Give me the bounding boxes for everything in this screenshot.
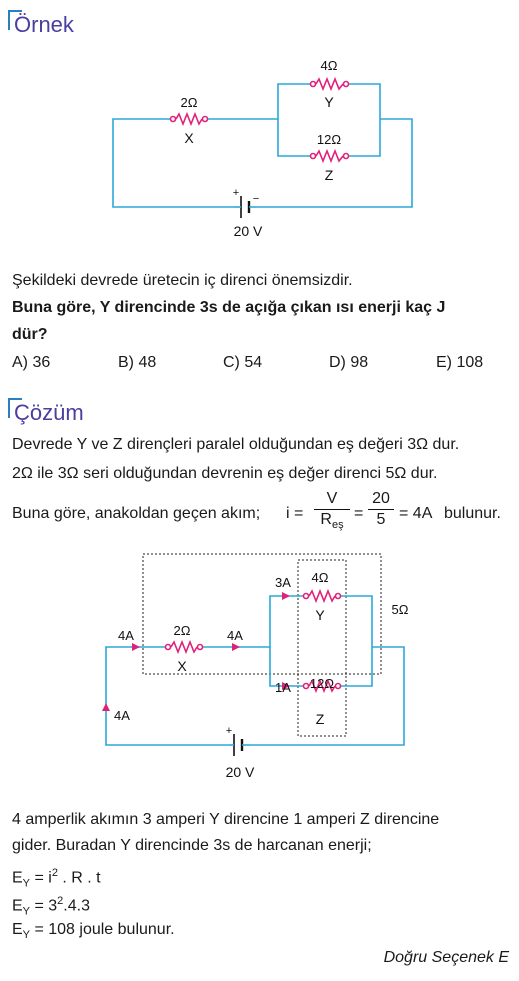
r-x-name: X	[184, 130, 194, 146]
option-b[interactable]: B) 48	[118, 354, 157, 371]
battery-icon	[230, 734, 249, 756]
solution-line-2: 2Ω ile 3Ω seri olduğundan devrenin eş değer direnci 5Ω dur.	[12, 465, 438, 482]
example-statement: Şekildeki devrede üretecin iç direnci önemsizdir.	[12, 272, 353, 289]
formula-result: = 4A	[399, 505, 433, 522]
option-c[interactable]: C) 54	[223, 354, 263, 371]
formula-prefix: Buna göre, anakoldan geçen akım;	[12, 505, 261, 522]
r-z-name: Z	[315, 711, 325, 727]
r-y-name: Y	[324, 94, 334, 110]
r-x-name: X	[177, 658, 187, 674]
r-z-name: Z	[324, 167, 334, 183]
option-e[interactable]: E) 108	[436, 354, 484, 371]
resistor-x-icon	[166, 642, 203, 652]
resistor-y-icon	[311, 79, 349, 89]
r-x-value: 2Ω	[173, 623, 191, 638]
r-y-name: Y	[315, 607, 325, 623]
current-z: 1A	[275, 680, 291, 695]
equivalent-resistance: 5Ω	[391, 602, 409, 617]
solution-circuit-diagram	[0, 548, 519, 788]
resistor-x-icon	[171, 114, 208, 124]
example-circuit-diagram	[0, 50, 519, 245]
question-line-2: dür?	[12, 326, 48, 343]
energy-equation-2: $E_Y = 3^2.4.3$	[12, 895, 90, 918]
battery-voltage: 20 V	[225, 764, 255, 780]
energy-equation-3: $E_Y = 108$ joule bulunur.	[12, 921, 175, 942]
resistor-z-icon	[311, 151, 349, 161]
solution-heading: Çözüm	[14, 400, 84, 425]
fraction-v-over-r: V $R_{eş}$	[314, 490, 350, 531]
formula-eq: =	[354, 505, 364, 522]
battery-plus: +	[232, 187, 240, 199]
explanation-line-1: 4 amperlik akımın 3 amperi Y direncine 1 amperi Z direncine	[12, 811, 440, 828]
formula-i: i =	[286, 505, 304, 522]
battery-plus: +	[225, 725, 233, 737]
option-a[interactable]: A) 36	[12, 354, 51, 371]
current-after-x: 4A	[227, 628, 243, 643]
r-y-value: 4Ω	[311, 570, 329, 585]
current-vertical: 4A	[114, 708, 130, 723]
resistor-y-icon	[304, 591, 341, 601]
correct-answer: Doğru Seçenek E	[383, 949, 509, 966]
current-y: 3A	[275, 575, 291, 590]
battery-minus: −	[252, 193, 260, 205]
r-z-value: 12Ω	[309, 676, 335, 691]
current-arrow-icon	[102, 592, 290, 711]
battery-voltage: 20 V	[233, 223, 263, 239]
question-line-1: Buna göre, Y direncinde 3s de açığa çıkan ısı enerji kaç J	[12, 299, 446, 316]
energy-equation-1: $E_Y = i^2$ . R . t	[12, 867, 101, 890]
solution-line-1: Devrede Y ve Z dirençleri paralel olduğundan eş değeri 3Ω dur.	[12, 436, 460, 453]
current-main-left: 4A	[118, 628, 134, 643]
r-z-value: 12Ω	[316, 132, 342, 147]
r-y-value: 4Ω	[320, 58, 338, 73]
example-heading: Örnek	[14, 12, 74, 37]
fraction-20-over-5: 20 5	[368, 490, 394, 529]
formula-suffix: bulunur.	[444, 505, 501, 522]
explanation-line-2: gider. Buradan Y direncinde 3s de harcanan enerji;	[12, 837, 372, 854]
option-d[interactable]: D) 98	[329, 354, 369, 371]
r-x-value: 2Ω	[180, 95, 198, 110]
